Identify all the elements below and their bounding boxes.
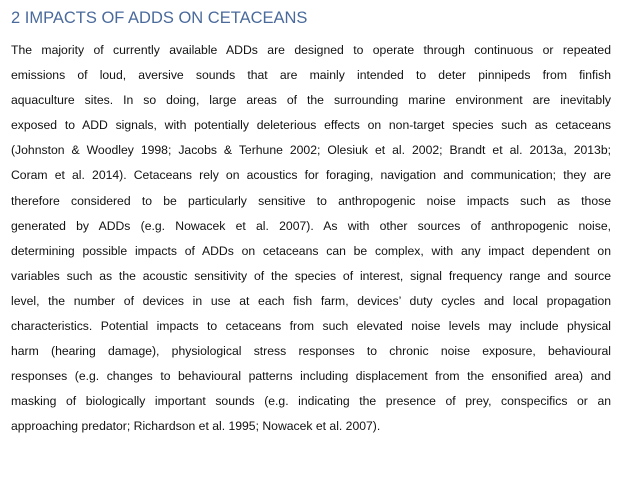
paragraph-line: Coram et al. 2014). Cetaceans rely on acoustics for foraging, navigation and communication; they are [11, 168, 611, 183]
paragraph-line: responses (e.g. changes to behavioural patterns including displacement from the ensonified area) and [11, 369, 611, 384]
document-page [11, 6, 611, 440]
paragraph-line: exposed to ADD signals, with potentially deleterious effects on non-target species such as cetaceans [11, 118, 611, 133]
paragraph-line: harm (hearing damage), physiological stress responses to chronic noise exposure, behavioural [11, 344, 611, 359]
paragraph-line: aquaculture sites. In so doing, large areas of the surrounding marine environment are inevitably [11, 93, 611, 108]
paragraph-line: emissions of loud, aversive sounds that are mainly intended to deter pinnipeds from finfish [11, 68, 611, 83]
paragraph-line: variables such as the acoustic sensitivity of the species of interest, signal frequency range and source [11, 268, 611, 283]
paragraph-line: The majority of currently available ADDs are designed to operate through continuous or repeated [11, 43, 611, 57]
body-paragraph [11, 38, 611, 440]
paragraph-line-last: approaching predator; Richardson et al. 1995; Nowacek et al. 2007). [11, 419, 381, 434]
paragraph-line: characteristics. Potential impacts to cetaceans from such elevated noise levels may include physical [11, 319, 611, 334]
paragraph-line: (Johnston & Woodley 1998; Jacobs & Terhune 2002; Olesiuk et al. 2002; Brandt et al. 2013a, 2013b; [11, 143, 611, 158]
paragraph-line: determining possible impacts of ADDs on cetaceans can be complex, with any impact dependent on [11, 243, 611, 258]
paragraph-line: level, the number of devices in use at each fish farm, devices’ duty cycles and local propagation [11, 293, 611, 308]
paragraph-line: masking of biologically important sounds (e.g. indicating the presence of prey, conspecifics or an [11, 394, 611, 409]
paragraph-line: generated by ADDs (e.g. Nowacek et al. 2007). As with other sources of anthropogenic noise, [11, 218, 611, 233]
section-heading: 2 IMPACTS OF ADDS ON CETACEANS [11, 9, 308, 27]
paragraph-line: therefore considered to be particularly sensitive to anthropogenic noise impacts such as those [11, 193, 611, 208]
